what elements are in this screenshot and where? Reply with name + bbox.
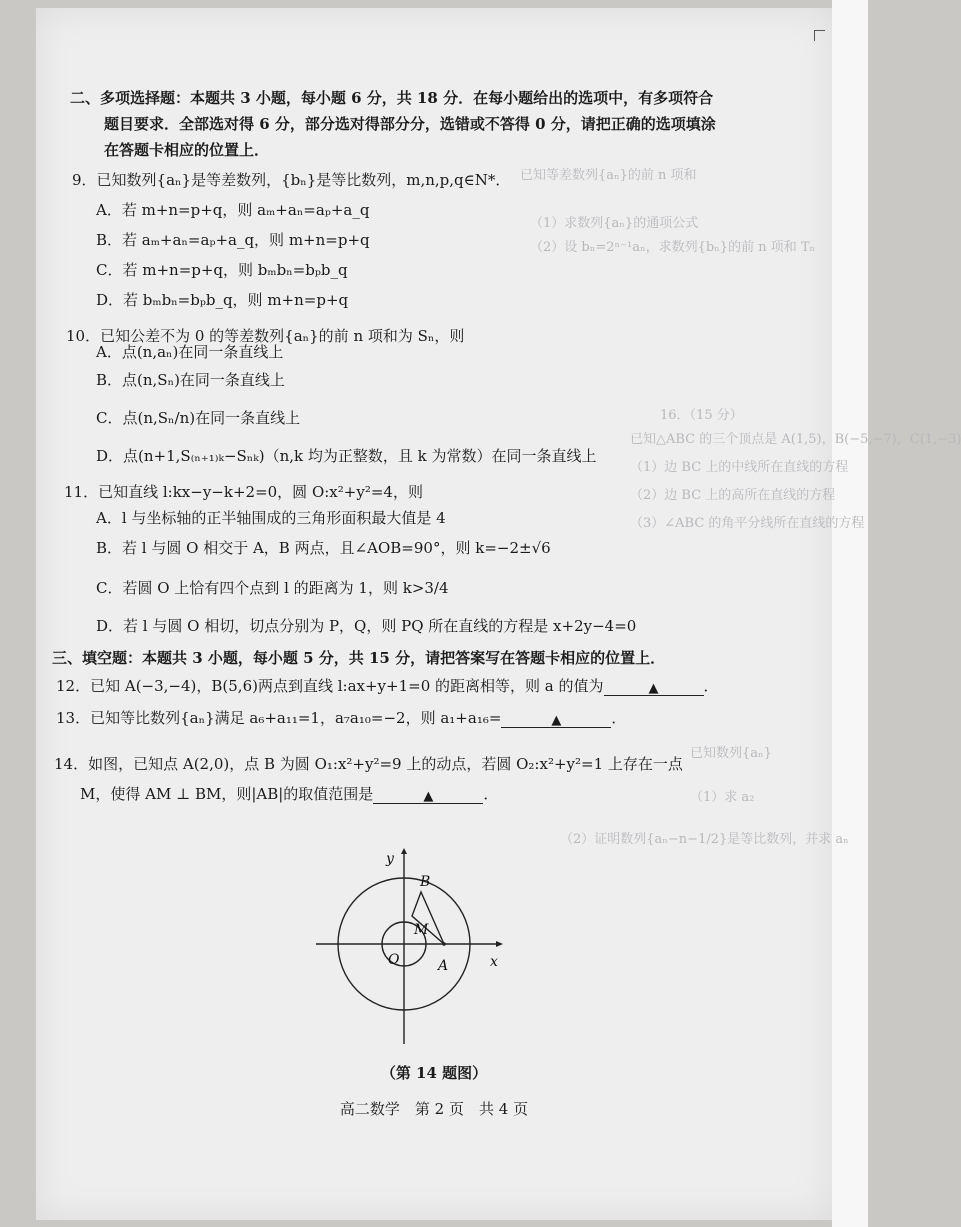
question-13 [56,708,626,728]
question-10-stem: 10．已知公差不为 0 的等差数列{aₙ}的前 n 项和为 Sₙ，则 [66,327,465,345]
question-12 [56,676,719,696]
bleed-text: （1）边 BC 上的中线所在直线的方程 [630,460,849,475]
question-14-text: M，使得 AM ⊥ BM，则|AB|的取值范围是 [80,785,374,803]
answer-blank-13[interactable] [501,709,611,728]
question-12-text: 12．已知 A(−3,−4)，B(5,6)两点到直线 l:ax+y+1=0 的距离相等，则 a 的值为 [56,677,604,695]
label-o: O [388,952,400,968]
question-11-option-b: B．若 l 与圆 O 相交于 A，B 两点，且∠AOB=90°，则 k=−2±√6 [96,539,551,557]
question-10-option-c: C．点(n,Sₙ/n)在同一条直线上 [96,409,301,427]
section2-title: 二、多项选择题：本题共 3 小题，每小题 6 分，共 18 分．在每小题给出的选项中，有多项符合 [70,89,714,107]
page-margin [832,0,868,1227]
bleed-text: （2）边 BC 上的高所在直线的方程 [630,488,836,503]
figure-caption: （第 14 题图） [380,1064,488,1082]
label-a: A [438,958,449,974]
question-9-option-a: A．若 m+n=p+q，则 aₘ+aₙ=aₚ+a_q [96,201,370,219]
question-11-option-d: D．若 l 与圆 O 相切，切点分别为 P，Q，则 PQ 所在直线的方程是 x+2y−4=0 [96,617,637,635]
page-footer: 高二数学 第 2 页 共 4 页 [339,1100,529,1118]
bleed-text: 已知等差数列{aₙ}的前 n 项和 [520,168,697,183]
y-arrow-icon [401,848,407,854]
question-10-option-b: B．点(n,Sₙ)在同一条直线上 [96,371,285,389]
crop-mark [814,30,825,41]
label-m: M [414,922,429,938]
point-a [442,942,446,946]
question-10-option-d: D．点(n+1,S₍ₙ₊₁₎ₖ−Sₙₖ)（n,k 均为正整数，且 k 为常数）在同一条直线上 [96,447,597,465]
section3-title: 三、填空题：本题共 3 小题，每小题 5 分，共 15 分，请把答案写在答题卡相应的位置上． [52,649,666,667]
triangle-marker-icon: ▲ [423,789,434,804]
question-11-option-c: C．若圆 O 上恰有四个点到 l 的距离为 1，则 k>3/4 [96,579,449,597]
x-arrow-icon [496,941,503,947]
question-12-end: ． [703,677,719,695]
triangle-marker-icon: ▲ [551,713,562,728]
question-14-line2 [80,784,498,804]
label-y: y [386,851,394,867]
triangle-marker-icon: ▲ [648,681,659,696]
label-x: x [490,954,498,970]
question-13-text: 13．已知等比数列{aₙ}满足 a₆+a₁₁=1，a₇a₁₀=−2，则 a₁+a₁₆= [56,709,502,727]
bleed-text: 16．（15 分） [660,408,743,423]
bleed-text: （1）求 a₂ [690,790,755,805]
question-14-figure [310,848,510,1048]
question-11-stem: 11．已知直线 l:kx−y−k+2=0，圆 O:x²+y²=4，则 [64,483,423,501]
bleed-text: 已知数列{aₙ} [690,746,772,761]
question-13-end: ． [611,709,627,727]
label-b: B [420,874,431,890]
bleed-text: （3）∠ABC 的角平分线所在直线的方程 [630,516,865,531]
section2-instructions: 题目要求．全部选对得 6 分，部分选对得部分分，选错或不答得 0 分，请把正确的选项填涂 [104,115,716,133]
question-14-end: ． [483,785,499,803]
bleed-text: （2）设 bₙ=2ⁿ⁻¹aₙ，求数列{bₙ}的前 n 项和 Tₙ [530,240,816,255]
answer-blank-14[interactable] [373,785,483,804]
question-9-stem: 9．已知数列{aₙ}是等差数列，{bₙ}是等比数列，m,n,p,q∈N*． [72,171,511,189]
question-11-option-a: A．l 与坐标轴的正半轴围成的三角形面积最大值是 4 [96,509,446,527]
bleed-text: （2）证明数列{aₙ−n−1/2}是等比数列，并求 aₙ [560,832,849,847]
bleed-text: 已知△ABC 的三个顶点是 A(1,5)，B(−5,−7)，C(1,−3) [630,432,961,447]
bleed-text: （1）求数列{aₙ}的通项公式 [530,216,699,231]
section2-instructions-cont: 在答题卡相应的位置上． [104,141,270,159]
question-9-option-c: C．若 m+n=p+q，则 bₘbₙ=bₚb_q [96,261,348,279]
question-14-line1: 14．如图，已知点 A(2,0)，点 B 为圆 O₁:x²+y²=9 上的动点，若圆 O₂:x²+y²=1 上存在一点 [54,755,683,773]
answer-blank-12[interactable] [604,677,704,696]
question-10-option-a: A．点(n,aₙ)在同一条直线上 [96,343,284,361]
question-9-option-b: B．若 aₘ+aₙ=aₚ+a_q，则 m+n=p+q [96,231,370,249]
question-9-option-d: D．若 bₘbₙ=bₚb_q，则 m+n=p+q [96,291,349,309]
